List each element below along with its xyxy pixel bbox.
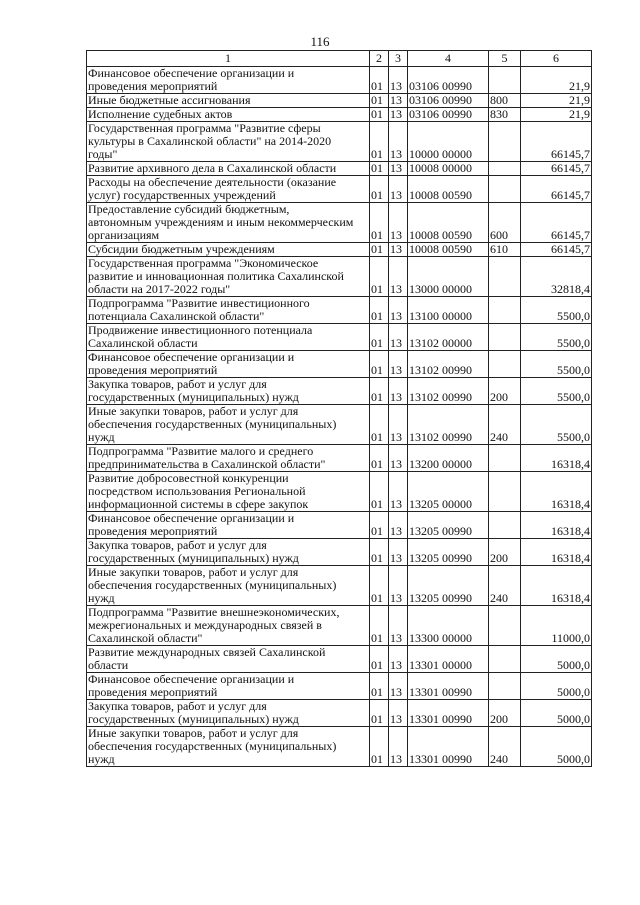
expense-type-cell: 830 xyxy=(489,108,521,122)
target-article-cell: 13205 00990 xyxy=(408,512,489,539)
subsection-code-cell: 13 xyxy=(389,67,408,94)
section-code-cell: 01 xyxy=(370,405,389,445)
table-row xyxy=(87,243,592,257)
target-article-cell: 13205 00000 xyxy=(408,472,489,512)
subsection-code-cell: 13 xyxy=(389,472,408,512)
amount-cell: 11000,0 xyxy=(521,606,592,646)
expense-type-cell xyxy=(489,606,521,646)
expense-type-cell xyxy=(489,257,521,297)
section-code-cell: 01 xyxy=(370,203,389,243)
subsection-code-cell: 13 xyxy=(389,606,408,646)
item-name-cell: Развитие международных связей Сахалинской области xyxy=(87,646,370,673)
subsection-code-cell: 13 xyxy=(389,108,408,122)
expense-type-cell: 240 xyxy=(489,405,521,445)
table-row xyxy=(87,378,592,405)
target-article-cell: 10008 00590 xyxy=(408,176,489,203)
table-row xyxy=(87,257,592,297)
table-row xyxy=(87,445,592,472)
column-header: 5 xyxy=(489,51,521,67)
target-article-cell: 13102 00990 xyxy=(408,378,489,405)
expense-type-cell: 240 xyxy=(489,566,521,606)
page-number: 116 xyxy=(310,34,330,49)
amount-cell: 66145,7 xyxy=(521,243,592,257)
expense-type-cell xyxy=(489,297,521,324)
table-row xyxy=(87,727,592,767)
section-code-cell: 01 xyxy=(370,176,389,203)
expense-type-cell: 200 xyxy=(489,539,521,566)
table-row xyxy=(87,176,592,203)
section-code-cell: 01 xyxy=(370,566,389,606)
section-code-cell: 01 xyxy=(370,646,389,673)
target-article-cell: 13301 00990 xyxy=(408,700,489,727)
column-header: 4 xyxy=(408,51,489,67)
target-article-cell: 13102 00990 xyxy=(408,351,489,378)
target-article-cell: 13300 00000 xyxy=(408,606,489,646)
expense-type-cell: 800 xyxy=(489,94,521,108)
target-article-cell: 10008 00590 xyxy=(408,203,489,243)
table-row xyxy=(87,566,592,606)
table-row xyxy=(87,700,592,727)
subsection-code-cell: 13 xyxy=(389,297,408,324)
expense-type-cell xyxy=(489,351,521,378)
amount-cell: 5000,0 xyxy=(521,673,592,700)
amount-cell: 32818,4 xyxy=(521,257,592,297)
target-article-cell: 10008 00590 xyxy=(408,243,489,257)
subsection-code-cell: 13 xyxy=(389,243,408,257)
amount-cell: 66145,7 xyxy=(521,176,592,203)
expense-type-cell xyxy=(489,472,521,512)
amount-cell: 21,9 xyxy=(521,67,592,94)
column-header: 2 xyxy=(370,51,389,67)
item-name-cell: Расходы на обеспечение деятельности (оказание услуг) государственных учреждений xyxy=(87,176,370,203)
item-name-cell: Субсидии бюджетным учреждениям xyxy=(87,243,370,257)
expense-type-cell: 200 xyxy=(489,700,521,727)
table-row xyxy=(87,606,592,646)
target-article-cell: 13301 00990 xyxy=(408,727,489,767)
section-code-cell: 01 xyxy=(370,673,389,700)
table-row xyxy=(87,673,592,700)
subsection-code-cell: 13 xyxy=(389,203,408,243)
target-article-cell: 10000 00000 xyxy=(408,122,489,162)
item-name-cell: Иные закупки товаров, работ и услуг для обеспечения государственных (муниципальных) нужд xyxy=(87,727,370,767)
subsection-code-cell: 13 xyxy=(389,94,408,108)
section-code-cell: 01 xyxy=(370,512,389,539)
item-name-cell: Продвижение инвестиционного потенциала Сахалинской области xyxy=(87,324,370,351)
amount-cell: 5000,0 xyxy=(521,646,592,673)
amount-cell: 5500,0 xyxy=(521,378,592,405)
target-article-cell: 13102 00990 xyxy=(408,405,489,445)
subsection-code-cell: 13 xyxy=(389,351,408,378)
amount-cell: 5000,0 xyxy=(521,727,592,767)
amount-cell: 5000,0 xyxy=(521,700,592,727)
expense-type-cell: 600 xyxy=(489,203,521,243)
subsection-code-cell: 13 xyxy=(389,673,408,700)
item-name-cell: Финансовое обеспечение организации и проведения мероприятий xyxy=(87,673,370,700)
item-name-cell: Государственная программа "Экономическое развитие и инновационная политика Сахалинской области на 2017-2022 годы" xyxy=(87,257,370,297)
table-row xyxy=(87,405,592,445)
amount-cell: 5500,0 xyxy=(521,405,592,445)
amount-cell: 16318,4 xyxy=(521,539,592,566)
target-article-cell: 13102 00000 xyxy=(408,324,489,351)
item-name-cell: Закупка товаров, работ и услуг для государственных (муниципальных) нужд xyxy=(87,378,370,405)
section-code-cell: 01 xyxy=(370,108,389,122)
expense-type-cell xyxy=(489,122,521,162)
item-name-cell: Иные закупки товаров, работ и услуг для обеспечения государственных (муниципальных) нужд xyxy=(87,566,370,606)
expense-type-cell xyxy=(489,512,521,539)
item-name-cell: Подпрограмма "Развитие малого и среднего предпринимательства в Сахалинской области" xyxy=(87,445,370,472)
item-name-cell: Развитие добросовестной конкуренции посредством использования Региональной информационной системы в сфере закупок xyxy=(87,472,370,512)
expense-type-cell xyxy=(489,324,521,351)
table-row xyxy=(87,297,592,324)
section-code-cell: 01 xyxy=(370,67,389,94)
target-article-cell: 03106 00990 xyxy=(408,94,489,108)
table-row xyxy=(87,324,592,351)
table-row xyxy=(87,472,592,512)
section-code-cell: 01 xyxy=(370,297,389,324)
subsection-code-cell: 13 xyxy=(389,700,408,727)
subsection-code-cell: 13 xyxy=(389,539,408,566)
column-header: 3 xyxy=(389,51,408,67)
section-code-cell: 01 xyxy=(370,122,389,162)
section-code-cell: 01 xyxy=(370,351,389,378)
target-article-cell: 13301 00000 xyxy=(408,646,489,673)
amount-cell: 5500,0 xyxy=(521,324,592,351)
section-code-cell: 01 xyxy=(370,445,389,472)
item-name-cell: Финансовое обеспечение организации и проведения мероприятий xyxy=(87,67,370,94)
item-name-cell: Закупка товаров, работ и услуг для государственных (муниципальных) нужд xyxy=(87,539,370,566)
section-code-cell: 01 xyxy=(370,606,389,646)
subsection-code-cell: 13 xyxy=(389,405,408,445)
subsection-code-cell: 13 xyxy=(389,445,408,472)
amount-cell: 16318,4 xyxy=(521,445,592,472)
expense-type-cell xyxy=(489,445,521,472)
subsection-code-cell: 13 xyxy=(389,646,408,673)
expense-type-cell: 240 xyxy=(489,727,521,767)
subsection-code-cell: 13 xyxy=(389,727,408,767)
subsection-code-cell: 13 xyxy=(389,512,408,539)
table-row xyxy=(87,351,592,378)
section-code-cell: 01 xyxy=(370,324,389,351)
subsection-code-cell: 13 xyxy=(389,257,408,297)
table-row xyxy=(87,108,592,122)
item-name-cell: Государственная программа "Развитие сферы культуры в Сахалинской области" на 2014-2020 годы" xyxy=(87,122,370,162)
subsection-code-cell: 13 xyxy=(389,162,408,176)
amount-cell: 21,9 xyxy=(521,94,592,108)
budget-table xyxy=(86,50,592,767)
section-code-cell: 01 xyxy=(370,162,389,176)
item-name-cell: Финансовое обеспечение организации и проведения мероприятий xyxy=(87,512,370,539)
table-row xyxy=(87,122,592,162)
expense-type-cell xyxy=(489,162,521,176)
section-code-cell: 01 xyxy=(370,94,389,108)
item-name-cell: Развитие архивного дела в Сахалинской области xyxy=(87,162,370,176)
subsection-code-cell: 13 xyxy=(389,378,408,405)
subsection-code-cell: 13 xyxy=(389,324,408,351)
amount-cell: 16318,4 xyxy=(521,472,592,512)
section-code-cell: 01 xyxy=(370,472,389,512)
amount-cell: 5500,0 xyxy=(521,351,592,378)
amount-cell: 66145,7 xyxy=(521,162,592,176)
target-article-cell: 13200 00000 xyxy=(408,445,489,472)
section-code-cell: 01 xyxy=(370,243,389,257)
item-name-cell: Иные закупки товаров, работ и услуг для обеспечения государственных (муниципальных) нужд xyxy=(87,405,370,445)
amount-cell: 66145,7 xyxy=(521,122,592,162)
subsection-code-cell: 13 xyxy=(389,122,408,162)
amount-cell: 5500,0 xyxy=(521,297,592,324)
table-header-row xyxy=(87,51,592,67)
amount-cell: 16318,4 xyxy=(521,512,592,539)
expense-type-cell xyxy=(489,67,521,94)
item-name-cell: Исполнение судебных актов xyxy=(87,108,370,122)
amount-cell: 66145,7 xyxy=(521,203,592,243)
section-code-cell: 01 xyxy=(370,539,389,566)
item-name-cell: Предоставление субсидий бюджетным, автономным учреждениям и иным некоммерческим организациям xyxy=(87,203,370,243)
table-row xyxy=(87,539,592,566)
item-name-cell: Подпрограмма "Развитие инвестиционного потенциала Сахалинской области" xyxy=(87,297,370,324)
item-name-cell: Финансовое обеспечение организации и проведения мероприятий xyxy=(87,351,370,378)
item-name-cell: Иные бюджетные ассигнования xyxy=(87,94,370,108)
table-row xyxy=(87,67,592,94)
target-article-cell: 13301 00990 xyxy=(408,673,489,700)
subsection-code-cell: 13 xyxy=(389,566,408,606)
target-article-cell: 03106 00990 xyxy=(408,108,489,122)
target-article-cell: 03106 00990 xyxy=(408,67,489,94)
expense-type-cell xyxy=(489,673,521,700)
target-article-cell: 13100 00000 xyxy=(408,297,489,324)
column-header: 1 xyxy=(87,51,370,67)
table-row xyxy=(87,646,592,673)
section-code-cell: 01 xyxy=(370,700,389,727)
table-row xyxy=(87,203,592,243)
subsection-code-cell: 13 xyxy=(389,176,408,203)
column-header: 6 xyxy=(521,51,592,67)
expense-type-cell xyxy=(489,176,521,203)
target-article-cell: 13205 00990 xyxy=(408,566,489,606)
expense-type-cell: 610 xyxy=(489,243,521,257)
target-article-cell: 10008 00000 xyxy=(408,162,489,176)
expense-type-cell: 200 xyxy=(489,378,521,405)
section-code-cell: 01 xyxy=(370,727,389,767)
section-code-cell: 01 xyxy=(370,378,389,405)
section-code-cell: 01 xyxy=(370,257,389,297)
item-name-cell: Подпрограмма "Развитие внешнеэкономических, межрегиональных и международных связей в Сахалинской области" xyxy=(87,606,370,646)
target-article-cell: 13000 00000 xyxy=(408,257,489,297)
amount-cell: 16318,4 xyxy=(521,566,592,606)
table-row xyxy=(87,162,592,176)
target-article-cell: 13205 00990 xyxy=(408,539,489,566)
item-name-cell: Закупка товаров, работ и услуг для государственных (муниципальных) нужд xyxy=(87,700,370,727)
table-row xyxy=(87,94,592,108)
expense-type-cell xyxy=(489,646,521,673)
table-row xyxy=(87,512,592,539)
amount-cell: 21,9 xyxy=(521,108,592,122)
